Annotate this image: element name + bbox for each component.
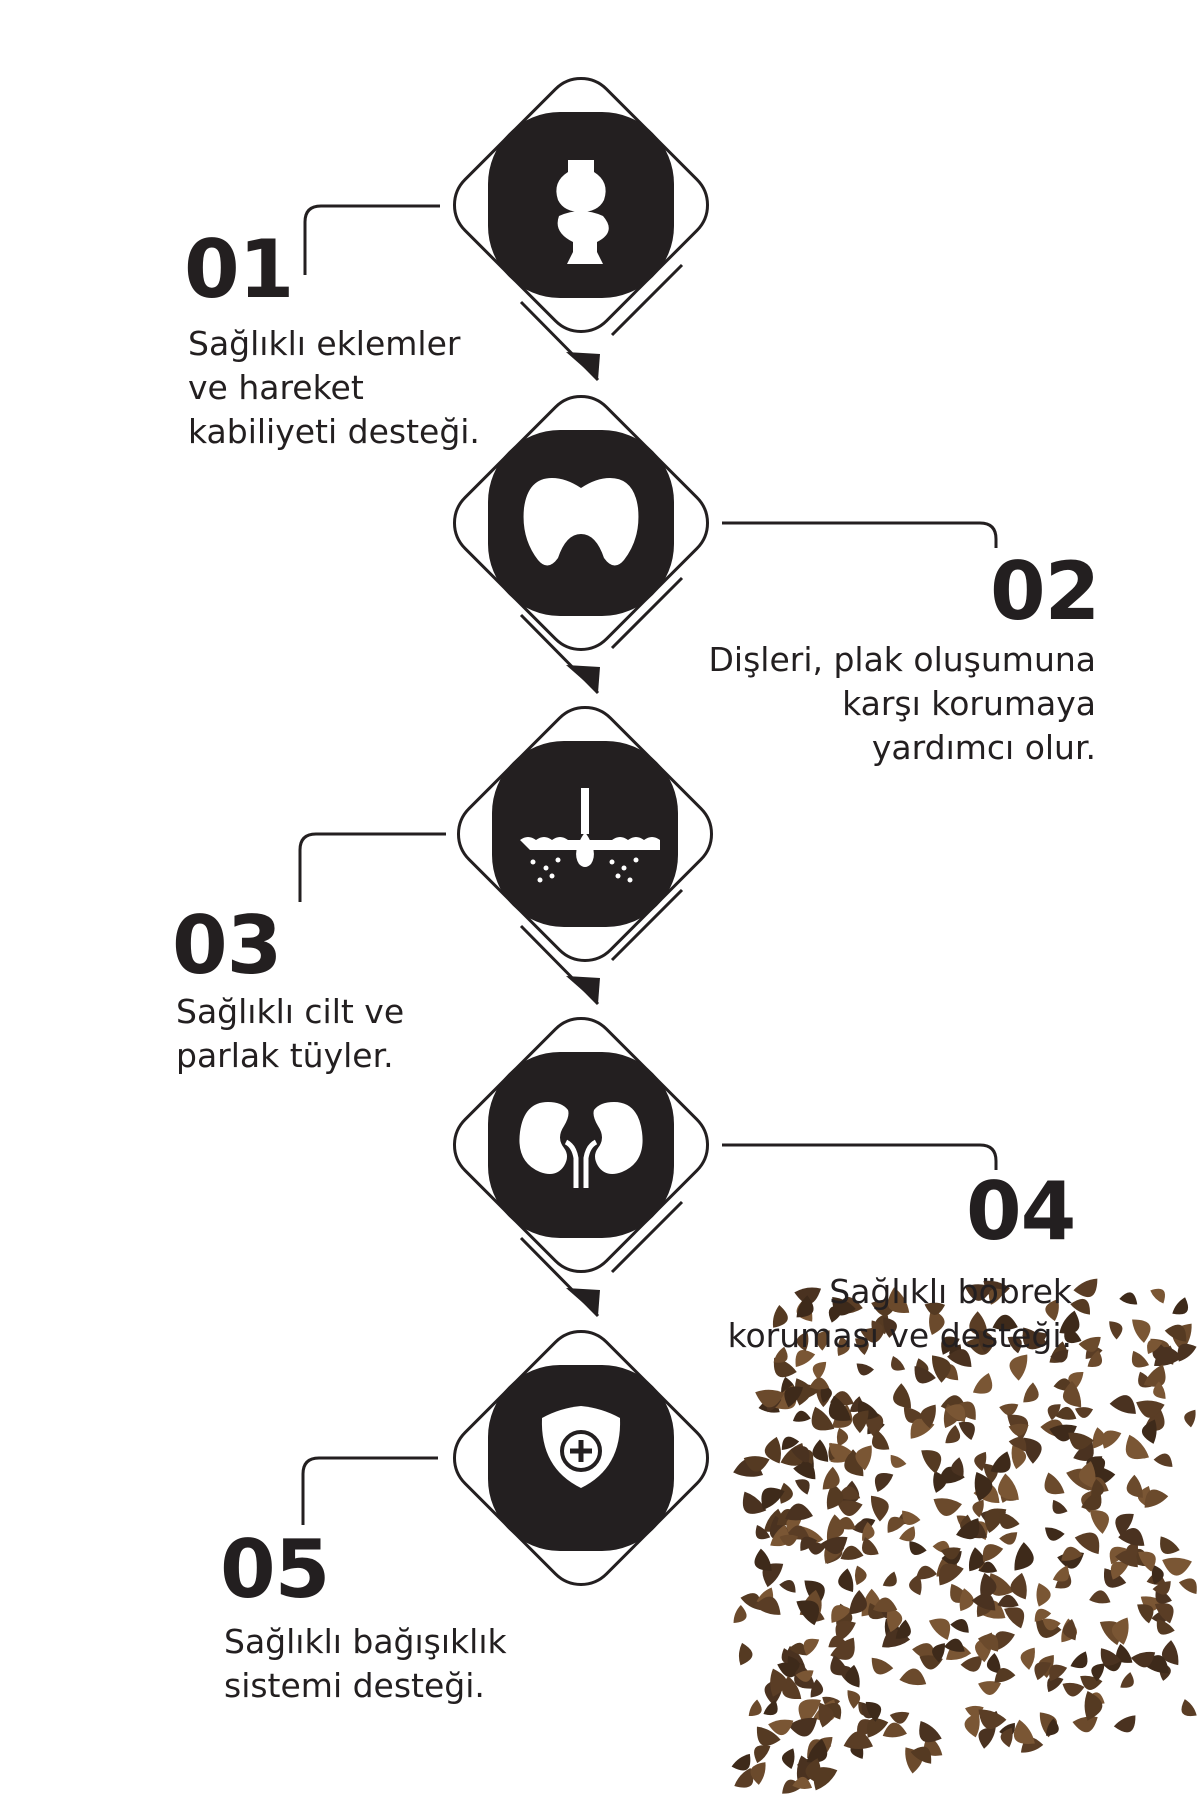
feature-line: ve hareket	[188, 368, 364, 407]
feature-line: sistemi desteği.	[224, 1666, 485, 1705]
kibble-piece	[1149, 1284, 1170, 1305]
kibble-piece	[747, 1699, 765, 1721]
kibble-piece	[1038, 1471, 1067, 1501]
arrow-icon	[566, 976, 600, 1004]
kibble-piece	[899, 1666, 928, 1686]
feature-line: yardımcı olur.	[871, 728, 1096, 767]
kibble-piece	[732, 1604, 750, 1626]
feature-number-01: 01	[184, 223, 294, 316]
kibble-piece	[836, 1568, 856, 1595]
kibble-piece	[854, 1362, 875, 1378]
kibble-piece	[778, 1576, 799, 1594]
arrow-icon	[566, 352, 600, 380]
feature-line: Sağlıklı eklemler	[188, 324, 461, 363]
feature-description-03	[176, 990, 404, 1078]
feature-line: Dişleri, plak oluşumuna	[708, 640, 1096, 679]
kibble-piece	[792, 1410, 811, 1423]
kibble-piece	[971, 1371, 999, 1400]
feature-line: karşı korumaya	[842, 684, 1096, 723]
feature-number-04: 04	[966, 1165, 1076, 1258]
kibble-piece	[781, 1748, 795, 1770]
kibble-piece	[890, 1711, 911, 1725]
kibble-piece	[809, 1358, 828, 1381]
kibble-piece	[738, 1643, 753, 1666]
kibble-piece	[898, 1525, 920, 1546]
kibble-piece	[837, 1428, 849, 1447]
kibble-piece	[1021, 1381, 1043, 1407]
kibble-piece	[1154, 1534, 1181, 1559]
kibble-piece	[1042, 1526, 1065, 1544]
kibble-piece	[1048, 1498, 1069, 1518]
kibble-piece	[1177, 1698, 1199, 1722]
kibble-piece	[788, 1715, 821, 1740]
kibble-piece	[868, 1491, 892, 1522]
kibble-piece	[1075, 1407, 1093, 1418]
kibble-piece	[809, 1377, 829, 1390]
kibble-piece	[886, 1453, 907, 1471]
kibble-piece	[1061, 1682, 1085, 1698]
kibble-piece	[1109, 1391, 1141, 1417]
arrow-icon	[566, 1288, 600, 1316]
kibble-piece	[1113, 1713, 1141, 1737]
feature-number-02: 02	[990, 545, 1100, 638]
kibble-piece	[1126, 1349, 1150, 1373]
kibble-piece	[1153, 1450, 1176, 1469]
feature-line: koruması ve desteği.	[727, 1316, 1072, 1355]
kibble-piece	[999, 1530, 1021, 1547]
kibble-piece	[919, 1443, 947, 1475]
kibble-piece	[1012, 1541, 1038, 1575]
feature-description-04	[728, 1270, 1072, 1358]
feature-number-05: 05	[220, 1523, 330, 1616]
kibble-piece	[881, 1570, 901, 1591]
feature-line: Sağlıklı böbrek	[829, 1272, 1072, 1311]
kibble-piece	[949, 1615, 972, 1634]
kibble-piece	[869, 1467, 895, 1494]
kibble-piece	[1072, 1715, 1100, 1735]
feature-description-01	[188, 322, 480, 454]
kibble-piece	[1107, 1318, 1125, 1341]
kibble-piece	[855, 1566, 867, 1586]
kibble-piece	[999, 1403, 1020, 1417]
feature-line: kabiliyeti desteği.	[188, 412, 480, 451]
kibble-piece	[1018, 1645, 1037, 1670]
kibble-piece	[1141, 1419, 1157, 1444]
feature-description-02	[709, 638, 1096, 770]
kibble-piece	[1161, 1557, 1192, 1576]
kibble-piece	[931, 1496, 962, 1518]
kibble-piece	[913, 1563, 937, 1581]
feature-line: Sağlıklı cilt ve	[176, 992, 405, 1031]
kibble-piece	[1089, 1589, 1112, 1604]
kibble-piece	[1119, 1671, 1138, 1692]
kibble-piece	[866, 1656, 894, 1679]
feature-line: parlak tüyler.	[176, 1036, 394, 1075]
arrow-icon	[566, 665, 600, 693]
kibble-piece	[1119, 1290, 1140, 1306]
feature-line: Sağlıklı bağışıklık	[224, 1622, 507, 1661]
kibble-piece	[997, 1595, 1018, 1608]
kibble-piece	[978, 1681, 1001, 1695]
kibble-piece	[1171, 1296, 1194, 1320]
kibble-piece	[1072, 1276, 1103, 1302]
feature-number-03: 03	[172, 899, 282, 992]
kibble-piece	[1178, 1573, 1200, 1595]
kibble-piece	[1069, 1650, 1093, 1674]
kibble-piece	[1036, 1583, 1050, 1607]
feature-description-05	[224, 1620, 507, 1708]
kibble-piece	[1182, 1408, 1197, 1428]
kibble-piece	[905, 1539, 928, 1559]
